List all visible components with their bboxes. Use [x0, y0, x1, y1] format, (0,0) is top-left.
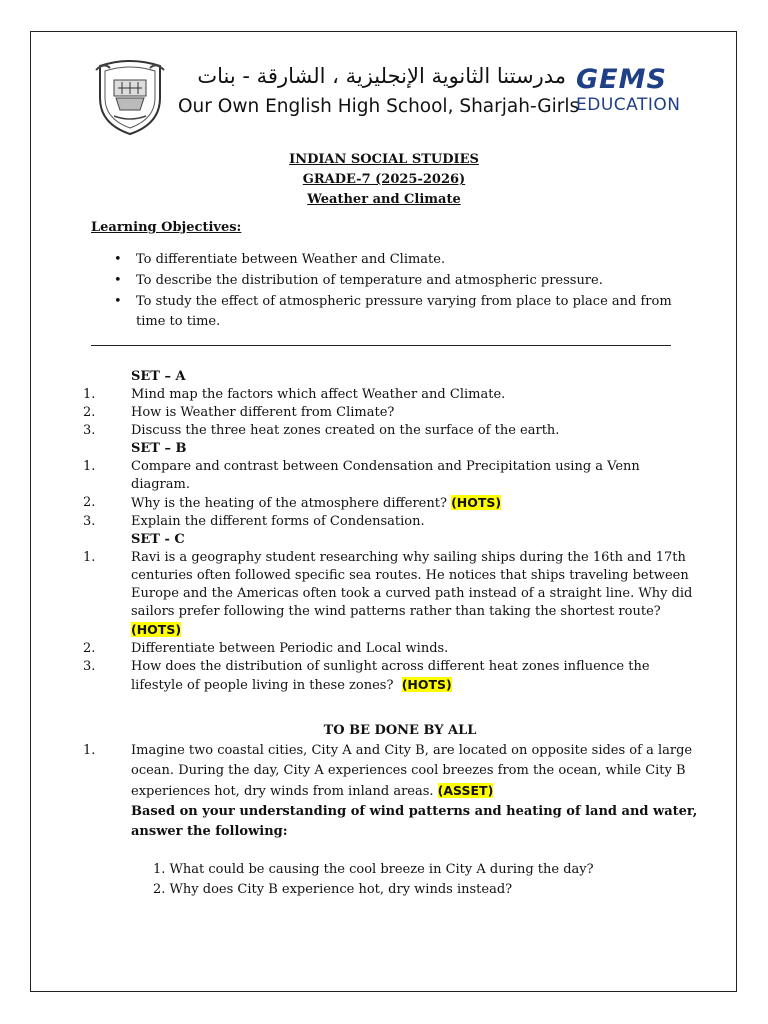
question-item: [80, 549, 700, 640]
question-sets: [80, 368, 700, 695]
question-item: [80, 658, 700, 695]
question-text: Compare and contrast between Condensation and Precipitation using a Venn diagram.: [131, 459, 640, 492]
question-instruction: Based on your understanding of wind patterns and heating of land and water, answer the following:: [131, 804, 698, 839]
question-number: 3.: [83, 514, 96, 529]
objective-item: • To study the effect of atmospheric pressure varying from place to place and from time to time.: [112, 292, 672, 332]
divider-line: [91, 345, 671, 346]
set-b-heading: SET – B: [131, 441, 187, 456]
school-crest-logo: [94, 58, 166, 136]
topic-title: Weather and Climate: [307, 192, 461, 207]
question-text: How does the distribution of sunlight across different heat zones influence the lifestyle of people living in these zones?: [131, 659, 650, 693]
learning-objectives-list: [112, 250, 672, 333]
question-number: 1.: [83, 550, 96, 565]
objective-item: • To differentiate between Weather and Climate.: [112, 250, 672, 270]
question-item: [80, 513, 700, 531]
question-number: 3.: [83, 659, 96, 674]
question-number: 2.: [83, 495, 96, 510]
document-titles: [0, 150, 768, 210]
question-item: [80, 494, 700, 513]
question-text: Ravi is a geography student researching why sailing ships during the 16th and 17th centuries often followed specific sea routes. He notices that ships traveling between Europe and the Americas often took a curved path instead of a straight line. Why did sailors prefer following the wind patterns rather than taking the shortest route?: [131, 550, 693, 619]
hots-tag: (HOTS): [401, 677, 452, 692]
question-number: 2.: [83, 641, 96, 656]
question-number: 1.: [83, 459, 96, 474]
set-c-heading: SET - C: [131, 532, 185, 547]
question-text: Differentiate between Periodic and Local winds.: [131, 641, 449, 656]
question-item: [80, 404, 700, 422]
objective-item: • To describe the distribution of temperature and atmospheric pressure.: [112, 271, 672, 291]
question-item: [80, 741, 700, 842]
question-text: Why is the heating of the atmosphere different?: [131, 496, 447, 511]
all-heading: TO BE DONE BY ALL: [323, 723, 477, 738]
hots-tag: (HOTS): [131, 622, 182, 637]
question-item: [80, 458, 700, 494]
question-item: [80, 386, 700, 404]
sub-question: 1. What could be causing the cool breeze in City A during the day?: [153, 862, 594, 877]
question-text: Imagine two coastal cities, City A and City B, are located on opposite sides of a large ocean. During the day, City A experiences cool breezes from the ocean, while City B experiences hot, dry winds from inland areas.: [131, 743, 693, 799]
question-number: 1.: [83, 743, 96, 758]
subject-title: INDIAN SOCIAL STUDIES: [289, 152, 479, 167]
grade-title: GRADE-7 (2025-2026): [302, 172, 466, 187]
question-number: 3.: [83, 423, 96, 438]
question-number: 1.: [83, 387, 96, 402]
gems-logo: GEMS: [576, 64, 667, 95]
common-section: [80, 721, 700, 900]
question-text: How is Weather different from Climate?: [131, 405, 395, 420]
hots-tag: (HOTS): [451, 495, 502, 510]
question-number: 2.: [83, 405, 96, 420]
asset-tag: (ASSET): [437, 783, 494, 798]
sub-question: 2. Why does City B experience hot, dry winds instead?: [153, 882, 513, 897]
question-item: [80, 422, 700, 440]
school-header: [94, 58, 684, 138]
question-item: [80, 640, 700, 658]
question-text: Mind map the factors which affect Weather and Climate.: [131, 387, 506, 402]
school-name: Our Own English High School, Sharjah-Girls: [178, 96, 580, 117]
school-name-arabic: مدرستنا الثانوية الإنجليزية ، الشارقة - بنات: [197, 64, 566, 88]
question-text: Discuss the three heat zones created on the surface of the earth.: [131, 423, 560, 438]
set-a-heading: SET – A: [131, 369, 186, 384]
gems-education-label: EDUCATION: [576, 95, 681, 115]
learning-objectives-heading: Learning Objectives:: [91, 220, 242, 235]
question-text: Explain the different forms of Condensation.: [131, 514, 425, 529]
